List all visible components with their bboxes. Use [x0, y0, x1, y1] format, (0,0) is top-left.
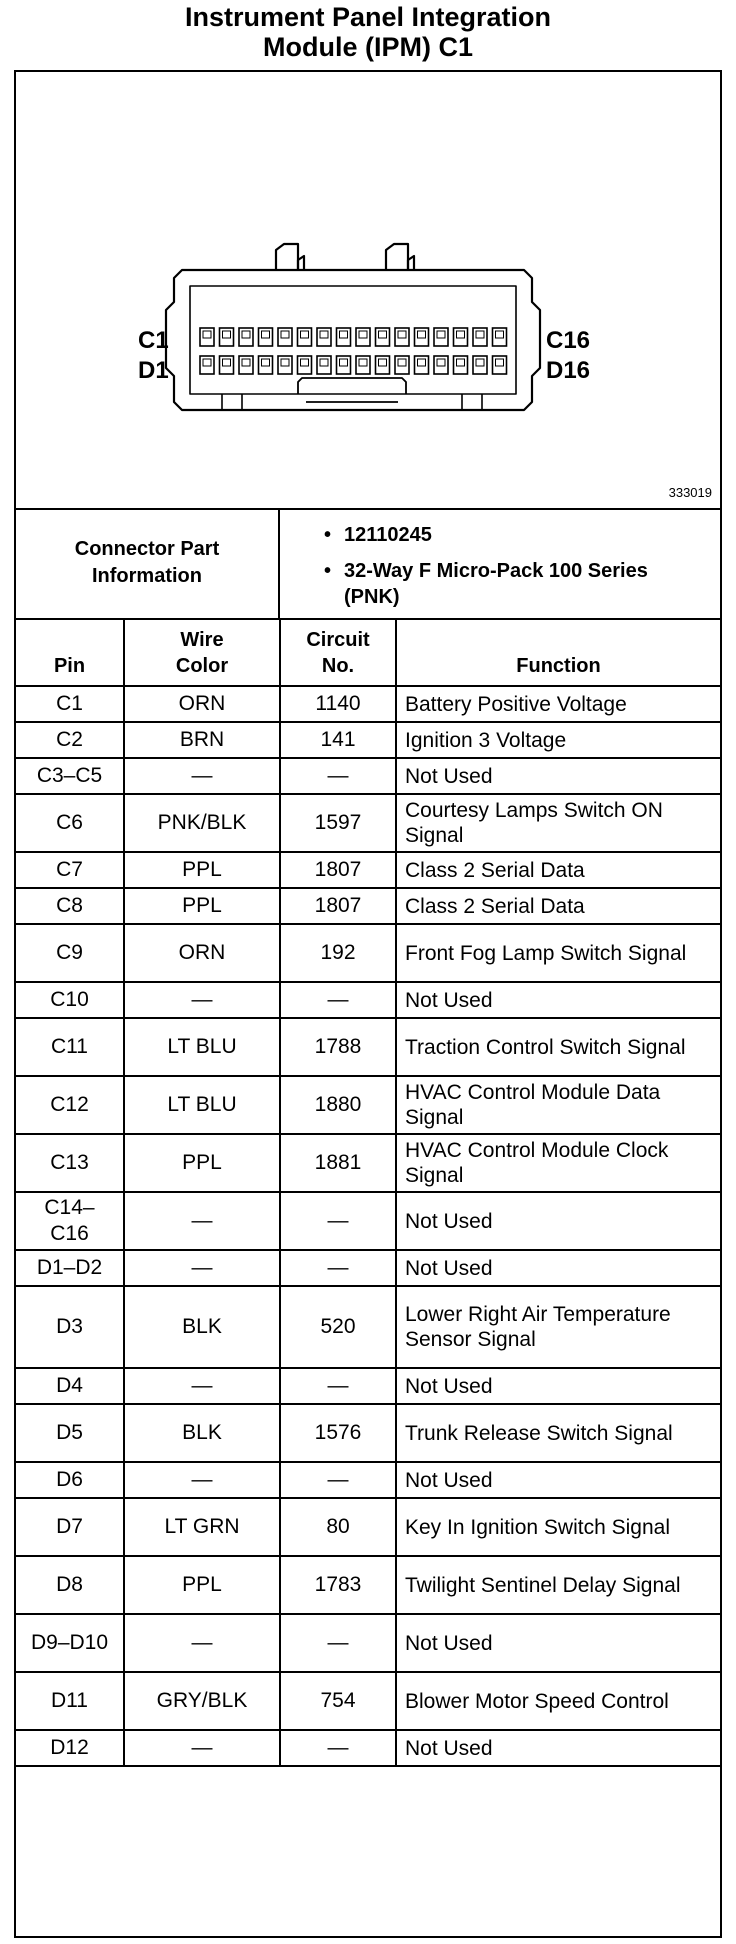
pin-cell: D3 — [16, 1286, 124, 1368]
table-row — [16, 1286, 720, 1368]
function-cell: Courtesy Lamps Switch ON Signal — [396, 794, 720, 852]
table-row — [16, 1250, 720, 1286]
connector-cavity-terminal — [301, 359, 309, 366]
wire-color-cell: — — [124, 1614, 280, 1672]
connector-cavity-terminal — [437, 331, 445, 338]
wire-color-cell: — — [124, 1730, 280, 1766]
wire-color-cell: LT BLU — [124, 1076, 280, 1134]
table-row — [16, 722, 720, 758]
figure-id: 333019 — [668, 485, 712, 500]
table-row — [16, 1192, 720, 1250]
connector-cavity-terminal — [359, 359, 367, 366]
title-line-1: Instrument Panel Integration — [184, 2, 552, 32]
circuit-cell: 754 — [280, 1672, 396, 1730]
pin-cell: D12 — [16, 1730, 124, 1766]
wire-color-cell: — — [124, 1250, 280, 1286]
table-row — [16, 1404, 720, 1462]
pin-cell: D5 — [16, 1404, 124, 1462]
pin-cell: C1 — [16, 686, 124, 722]
wire-color-cell: LT BLU — [124, 1018, 280, 1076]
connector-cavity-terminal — [301, 331, 309, 338]
label-c16: C16 — [546, 327, 591, 354]
connector-cavity-terminal — [398, 331, 406, 338]
header-wire-color: Wire Color — [124, 618, 280, 686]
connector-cavity-terminal — [457, 359, 465, 366]
circuit-cell: 192 — [280, 924, 396, 982]
connector-cavity-terminal — [320, 359, 328, 366]
pinout-table — [16, 618, 720, 1767]
connector-cavity-terminal — [418, 359, 426, 366]
table-row — [16, 982, 720, 1018]
function-cell: HVAC Control Module Data Signal — [396, 1076, 720, 1134]
circuit-cell: 1807 — [280, 888, 396, 924]
circuit-cell: 1881 — [280, 1134, 396, 1192]
circuit-cell: — — [280, 1462, 396, 1498]
circuit-cell: 1807 — [280, 852, 396, 888]
connector-cavity-terminal — [262, 331, 270, 338]
function-cell: Class 2 Serial Data — [396, 888, 720, 924]
pin-cell: C8 — [16, 888, 124, 924]
pin-cell: C9 — [16, 924, 124, 982]
connector-cavity-terminal — [340, 331, 348, 338]
circuit-cell: — — [280, 1614, 396, 1672]
function-cell: Not Used — [396, 1614, 720, 1672]
connector-part-info-values — [280, 508, 720, 618]
circuit-cell: — — [280, 1730, 396, 1766]
page-title — [0, 2, 736, 62]
connector-cavity-terminal — [496, 359, 504, 366]
wire-color-cell: PPL — [124, 1134, 280, 1192]
pin-cell: D8 — [16, 1556, 124, 1614]
pin-cell: C10 — [16, 982, 124, 1018]
function-cell: Key In Ignition Switch Signal — [396, 1498, 720, 1556]
connector-part-info — [16, 508, 720, 620]
header-circuit: Circuit No. — [280, 618, 396, 686]
title-line-2: Module (IPM) C1 — [263, 32, 473, 62]
circuit-cell: 520 — [280, 1286, 396, 1368]
function-cell: Class 2 Serial Data — [396, 852, 720, 888]
circuit-cell: 1140 — [280, 686, 396, 722]
function-cell: Ignition 3 Voltage — [396, 722, 720, 758]
wire-color-cell: ORN — [124, 924, 280, 982]
connector-table-frame — [14, 70, 722, 1938]
connector-cavity-terminal — [496, 331, 504, 338]
connector-cavity-terminal — [476, 359, 484, 366]
function-cell: Not Used — [396, 758, 720, 794]
table-row — [16, 1556, 720, 1614]
wire-color-cell: — — [124, 1192, 280, 1250]
function-cell: Not Used — [396, 1730, 720, 1766]
table-row — [16, 1018, 720, 1076]
wire-color-cell: PPL — [124, 1556, 280, 1614]
table-header-row — [16, 618, 720, 686]
connector-cavity-terminal — [340, 359, 348, 366]
wire-color-cell: LT GRN — [124, 1498, 280, 1556]
pin-cell: C2 — [16, 722, 124, 758]
pin-cell: D11 — [16, 1672, 124, 1730]
table-row — [16, 1134, 720, 1192]
wire-color-cell: GRY/BLK — [124, 1672, 280, 1730]
table-row — [16, 1672, 720, 1730]
connector-part-info-label: Connector Part Information — [16, 508, 280, 618]
circuit-cell: 1576 — [280, 1404, 396, 1462]
connector-cavity-terminal — [242, 331, 250, 338]
table-row — [16, 1462, 720, 1498]
function-cell: Trunk Release Switch Signal — [396, 1404, 720, 1462]
table-row — [16, 1076, 720, 1134]
circuit-cell: — — [280, 1368, 396, 1404]
function-cell: Not Used — [396, 1462, 720, 1498]
circuit-cell: 1783 — [280, 1556, 396, 1614]
wire-color-cell: — — [124, 1462, 280, 1498]
bullet-icon: • — [324, 524, 332, 546]
connector-cavity-terminal — [359, 331, 367, 338]
connector-cavity-terminal — [398, 359, 406, 366]
connector-drawing — [16, 72, 720, 508]
label-d1: D1 — [138, 357, 169, 384]
circuit-cell: — — [280, 758, 396, 794]
connector-cavity-terminal — [379, 331, 387, 338]
connector-cavity-terminal — [262, 359, 270, 366]
pin-cell: D1–D2 — [16, 1250, 124, 1286]
pin-cell: D9–D10 — [16, 1614, 124, 1672]
connector-cavity-terminal — [281, 359, 289, 366]
circuit-cell: 80 — [280, 1498, 396, 1556]
pin-cell: C12 — [16, 1076, 124, 1134]
wire-color-cell: BRN — [124, 722, 280, 758]
connector-cavity-terminal — [242, 359, 250, 366]
connector-cavity-terminal — [476, 331, 484, 338]
function-cell: Not Used — [396, 982, 720, 1018]
wire-color-cell: PNK/BLK — [124, 794, 280, 852]
table-row — [16, 1498, 720, 1556]
pin-cell: C6 — [16, 794, 124, 852]
table-row — [16, 758, 720, 794]
pin-cell: C7 — [16, 852, 124, 888]
function-cell: Blower Motor Speed Control — [396, 1672, 720, 1730]
connector-cavity-terminal — [281, 331, 289, 338]
table-row — [16, 924, 720, 982]
function-cell: HVAC Control Module Clock Signal — [396, 1134, 720, 1192]
connector-diagram — [16, 72, 720, 510]
wire-color-cell: BLK — [124, 1404, 280, 1462]
pin-cell: D6 — [16, 1462, 124, 1498]
wire-color-cell: ORN — [124, 686, 280, 722]
function-cell: Lower Right Air Temperature Sensor Signal — [396, 1286, 720, 1368]
header-pin: Pin — [16, 618, 124, 686]
connector-cavity-terminal — [223, 331, 231, 338]
connector-cavity-terminal — [457, 331, 465, 338]
function-cell: Front Fog Lamp Switch Signal — [396, 924, 720, 982]
wire-color-cell: — — [124, 982, 280, 1018]
connector-type: 32-Way F Micro-Pack 100 Series (PNK) — [344, 560, 648, 608]
function-cell: Traction Control Switch Signal — [396, 1018, 720, 1076]
function-cell: Not Used — [396, 1192, 720, 1250]
circuit-cell: — — [280, 1250, 396, 1286]
table-row — [16, 794, 720, 852]
table-row — [16, 1368, 720, 1404]
label-d16: D16 — [546, 357, 591, 384]
connector-cavity-terminal — [203, 359, 211, 366]
label-c1: C1 — [138, 327, 169, 354]
part-number: 12110245 — [344, 524, 432, 546]
pin-cell: D4 — [16, 1368, 124, 1404]
function-cell: Not Used — [396, 1368, 720, 1404]
wire-color-cell: BLK — [124, 1286, 280, 1368]
table-row — [16, 686, 720, 722]
table-row — [16, 852, 720, 888]
wire-color-cell: — — [124, 1368, 280, 1404]
pin-cell: C11 — [16, 1018, 124, 1076]
circuit-cell: 1597 — [280, 794, 396, 852]
circuit-cell: 1880 — [280, 1076, 396, 1134]
wire-color-cell: PPL — [124, 852, 280, 888]
circuit-cell: 1788 — [280, 1018, 396, 1076]
connector-cavity-terminal — [320, 331, 328, 338]
circuit-cell: — — [280, 1192, 396, 1250]
function-cell: Not Used — [396, 1250, 720, 1286]
connector-cavity-terminal — [379, 359, 387, 366]
pin-cell: C3–C5 — [16, 758, 124, 794]
circuit-cell: 141 — [280, 722, 396, 758]
table-row — [16, 1614, 720, 1672]
wire-color-cell: PPL — [124, 888, 280, 924]
circuit-cell: — — [280, 982, 396, 1018]
connector-cavity-terminal — [418, 331, 426, 338]
header-function: Function — [396, 618, 720, 686]
connector-cavity-terminal — [437, 359, 445, 366]
pin-cell: C14–C16 — [16, 1192, 124, 1250]
bullet-icon: • — [324, 560, 332, 582]
connector-cavity-terminal — [223, 359, 231, 366]
function-cell: Battery Positive Voltage — [396, 686, 720, 722]
connector-cavity-terminal — [203, 331, 211, 338]
table-row — [16, 1730, 720, 1766]
function-cell: Twilight Sentinel Delay Signal — [396, 1556, 720, 1614]
pin-cell: C13 — [16, 1134, 124, 1192]
pin-cell: D7 — [16, 1498, 124, 1556]
wire-color-cell: — — [124, 758, 280, 794]
table-row — [16, 888, 720, 924]
